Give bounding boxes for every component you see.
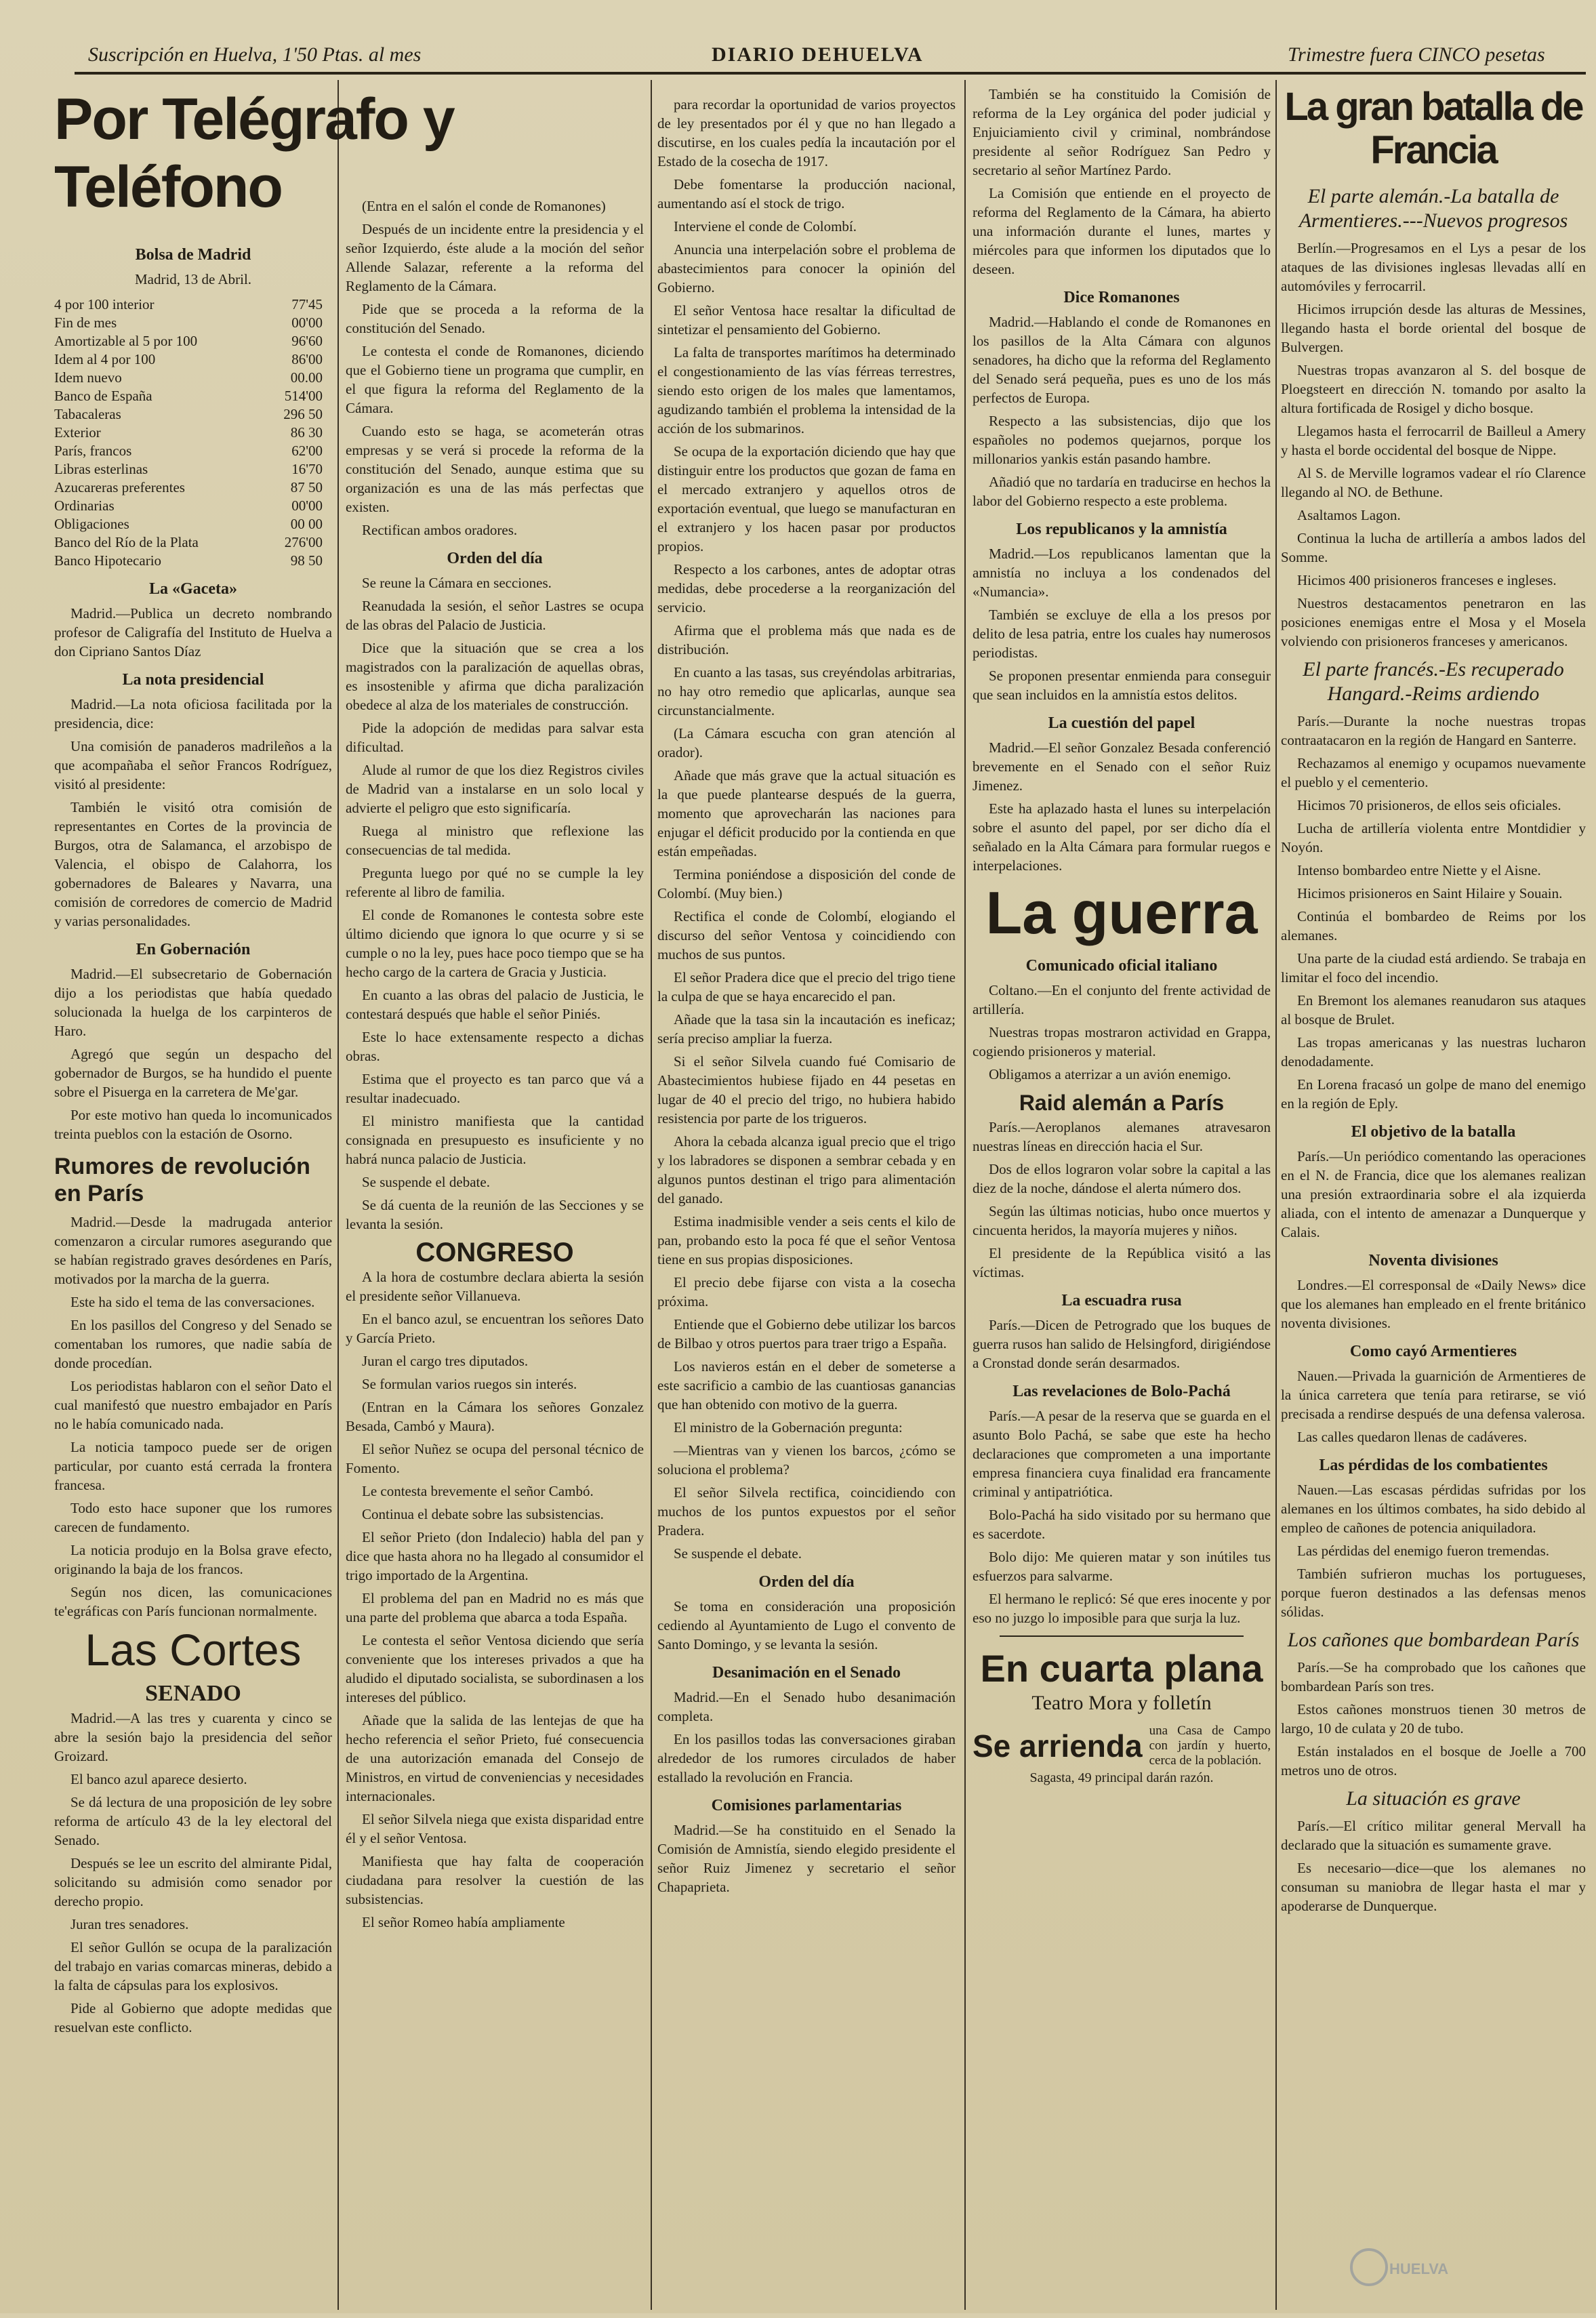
paragraph: Estos cañones monstruos tienen 30 metros de largo, 10 de culata y 20 de tubo.: [1281, 1701, 1586, 1736]
stock-value: 98 50: [290, 552, 323, 569]
armentieres-text: [1281, 1366, 1586, 1446]
paragraph: París.—Dicen de Petrogrado que los buques de guerra rusos han salido de Helsingford, dirigiéndose a Cronstad donde serán desarmados.: [973, 1317, 1271, 1371]
paragraph: También se ha constituido la Comisión de reforma de la Ley orgánica del poder judicial y Enjuiciamiento civil y criminal, nombrándose presidente al señor Rodríguez San Pedro y secretario al señor Martínez Pardo.: [973, 86, 1271, 178]
column-divider: [964, 80, 966, 2310]
paragraph: Termina poniéndose a disposición del conde de Colombí. (Muy bien.): [657, 866, 956, 901]
paragraph: El señor Gullón se ocupa de la paralización del trabajo en varias comarcas mineras, debido a la falta de cápsulas para los explosivos.: [54, 1939, 332, 1993]
stock-row: [54, 369, 332, 387]
stock-name: Idem al 4 por 100: [54, 351, 156, 367]
gobernacion-text: [54, 964, 332, 1143]
orden-text-2: [657, 1597, 956, 1654]
column-divider: [651, 80, 652, 2310]
stock-name: Idem nuevo: [54, 369, 122, 386]
ad-se-arrienda: [973, 1724, 1271, 1768]
senado-heading: SENADO: [145, 1681, 241, 1706]
paragraph: Cuando esto se haga, se acometerán otras empresas y se verá si procede la reforma de la constitución del Senado, aunque estima que su organización es una de las más perfectas que existen.: [346, 423, 644, 515]
stock-row: [54, 387, 332, 405]
paragraph: —Mientras van y vienen los barcos, ¿cómo se soluciona el problema?: [657, 1442, 956, 1478]
escuadra-heading: La escuadra rusa: [1061, 1292, 1182, 1309]
italiano-heading: Comunicado oficial italiano: [1025, 957, 1218, 975]
paragraph: Estima que el proyecto es tan parco que vá a resultar inadecuado.: [346, 1071, 644, 1106]
masthead-rule: [75, 72, 1586, 75]
paragraph: París.—Se ha comprobado que los cañones que bombardean París son tres.: [1281, 1659, 1586, 1694]
paragraph: Entiende que el Gobierno debe utilizar los barcos de Bilbao y otros puertos para traer trigo a España.: [657, 1316, 956, 1351]
paragraph: Dice que la situación que se crea a los magistrados con la paralización de aquellas obras, es insostenible y afirma que dicha paralización obedece al alza de los materiales de construcción.: [346, 640, 644, 713]
italiano-text: [973, 981, 1271, 1084]
stock-row: [54, 552, 332, 570]
subscription-note: Suscripción en Huelva, 1'50 Ptas. al mes: [88, 43, 422, 66]
paragraph: Añade que más grave que la actual situación es la que puede plantearse después de la guerra, momento que aprovecharán las naciones para enjugar el déficit producido por la contienda en que están empeñadas.: [657, 767, 956, 859]
stock-value: 96'60: [291, 333, 323, 349]
paragraph: París.—Un periódico comentando las operaciones en el N. de Francia, dice que los alemanes realizan una presión extraordinaria sobre el ala izquierda aliada, con el intento de amenazar a Dunquerque y Calais.: [1281, 1148, 1586, 1240]
paragraph: Juran el cargo tres diputados.: [362, 1353, 529, 1369]
paragraph: Ahora la cebada alcanza igual precio que el trigo y los labradores se disponen a sembrar cebada y en algunos puntos destinan el trigo para alimentación del ganado.: [657, 1133, 956, 1206]
objetivo-text: [1281, 1147, 1586, 1242]
paragraph: Madrid.—Hablando el conde de Romanones en los pasillos de la Alta Cámara con algunos senadores, ha dicho que la reforma del Reglamento del Senado será pequeña, pues es uno de los más perfectos de Europa.: [973, 314, 1271, 406]
congreso-continued-text: [657, 95, 956, 1563]
paragraph: Se ocupa de la exportación diciendo que hay que distinguir entre los productos que gozan de fama en el mercado extranjero y aquellos otros de exportación eventual, que luego se manufacturan en el extranjero y los hacen pasar por productos propios.: [657, 443, 956, 554]
stock-row: [54, 332, 332, 350]
paragraph: Se dá cuenta de la reunión de las Secciones y se levanta la sesión.: [346, 1197, 644, 1232]
newspaper-title: DIARIO DEHUELVA: [712, 43, 924, 66]
stock-row: [54, 460, 332, 479]
comisiones-text: [657, 1821, 956, 1896]
stamp-text: HUELVA: [1389, 2260, 1449, 2277]
paragraph: Llegamos hasta el ferrocarril de Bailleul a Amery y hasta el borde occidental del bosque de Nippe.: [1281, 423, 1586, 458]
paragraph: Están instalados en el bosque de Joelle a 700 metros uno de otros.: [1281, 1743, 1586, 1778]
paragraph: En Lorena fracasó un golpe de mano del enemigo en la región de Eply.: [1281, 1076, 1586, 1112]
paragraph: Una comisión de panaderos madrileños a la que acompañaba el señor Francos Rodríguez, visitó al presidente:: [54, 738, 332, 792]
orden-heading-2: Orden del día: [758, 1573, 855, 1591]
stock-name: París, francos: [54, 443, 132, 459]
stock-value: 86'00: [291, 351, 323, 367]
paragraph: Hicimos 70 prisioneros, de ellos seis oficiales.: [1297, 797, 1561, 813]
paragraph: Lucha de artillería violenta entre Montdidier y Noyón.: [1281, 820, 1586, 855]
ad-cuarta-plana: En cuarta plana: [980, 1647, 1263, 1690]
paragraph: Respecto a los carbones, antes de adoptar otras medidas, debe procederse a la reorganización del servicio.: [657, 561, 956, 615]
stock-name: Libras esterlinas: [54, 461, 148, 477]
paragraph: Coltano.—En el conjunto del frente actividad de artillería.: [973, 982, 1271, 1017]
paragraph: Continua la lucha de artillería a ambos lados del Somme.: [1281, 530, 1586, 565]
parte-frances-text: [1281, 712, 1586, 1113]
stock-name: 4 por 100 interior: [54, 296, 155, 312]
paragraph: El señor Romeo había ampliamente: [362, 1914, 565, 1930]
congreso-heading: CONGRESO: [415, 1238, 574, 1267]
library-stamp-logo: [1349, 2237, 1449, 2298]
gaceta-heading: La «Gaceta»: [149, 580, 237, 598]
paragraph: Se suspende el debate.: [674, 1545, 802, 1562]
papel-text: [973, 738, 1271, 875]
paragraph: Le contesta el señor Ventosa diciendo que sería conveniente que los intereses privados a que ha aludido el diputado socialista, se subordinasen a los intereses del público.: [346, 1632, 644, 1705]
raid-text: [973, 1118, 1271, 1282]
stock-row: [54, 442, 332, 460]
paragraph: Este lo hace extensamente respecto a dichas obras.: [346, 1029, 644, 1064]
paragraph: Es necesario—dice—que los alemanes no consuman su maniobra de llegar hasta el mar y apoderarse de Dunquerque.: [1281, 1860, 1586, 1914]
stock-row: [54, 515, 332, 533]
cortes-heading: Las Cortes: [85, 1625, 302, 1675]
paragraph: El banco azul aparece desierto.: [70, 1771, 247, 1787]
paragraph: París.—Durante la noche nuestras tropas contraatacaron en la región de Hangard en Santerre.: [1281, 713, 1586, 748]
canones-heading: Los cañones que bombardean París: [1287, 1629, 1580, 1651]
stock-row: [54, 350, 332, 369]
stock-name: Azucareras preferentes: [54, 479, 185, 495]
paragraph: Respecto a las subsistencias, dijo que los españoles no podemos quejarnos, porque los millonarios yankis están pasando hambre.: [973, 413, 1271, 467]
paragraph: Madrid.—La nota oficiosa facilitada por la presidencia, dice:: [54, 696, 332, 731]
paragraph: Bolo-Pachá ha sido visitado por su hermano que es sacerdote.: [973, 1507, 1271, 1542]
paragraph: Añadió que no tardaría en traducirse en hechos la labor del Gobierno respecto a este problema.: [973, 474, 1271, 509]
paragraph: Agregó que según un despacho del gobernador de Burgos, se ha hundido el puente sobre el Pisuerga en la carretera de Me'gar.: [54, 1046, 332, 1100]
paragraph: En cuanto a las obras del palacio de Justicia, le contestará después que hable el señor Piniés.: [346, 987, 644, 1022]
paragraph: Estima inadmisible vender a seis cents el kilo de pan, probando esto la poca fé que el señor Ventosa tiene en sus propias disposiciones.: [657, 1213, 956, 1267]
rumores-text: [54, 1213, 332, 1621]
nota-heading: La nota presidencial: [122, 671, 264, 689]
paragraph: En el banco azul, se encuentran los señores Dato y García Prieto.: [346, 1311, 644, 1346]
paragraph: En Bremont los alemanes reanudaron sus ataques al bosque de Brulet.: [1281, 992, 1586, 1028]
perdidas-heading: Las pérdidas de los combatientes: [1319, 1457, 1548, 1474]
paragraph: La noticia tampoco puede ser de origen particular, por cuanto está cerrada la frontera francesa.: [54, 1439, 332, 1493]
stock-name: Obligaciones: [54, 516, 129, 532]
stock-row: [54, 479, 332, 497]
comisiones-heading: Comisiones parlamentarias: [711, 1797, 902, 1814]
paragraph: La falta de transportes marítimos ha determinado el congestionamiento de las vías férreas terrestres, siendo esto origen de los males que lamentamos, agudizando también el problema la intensidad de la acción de los submarinos.: [657, 344, 956, 436]
paragraph: Este ha aplazado hasta el lunes su interpelación sobre el asunto del papel, por ser dicho día el señalado en la Alta Cámara para formular ruegos e interpelaciones.: [973, 800, 1271, 874]
paragraph: Rectifican ambos oradores.: [362, 522, 518, 538]
paragraph: También se excluye de ella a los presos por delito de lesa patria, entre los cuales hay numerosos periodistas.: [973, 607, 1271, 661]
paragraph: Nauen.—Privada la guarnición de Armentieres de la única carretera que tenía para retirarse, se vió precisada a rendirse después de una defensa valerosa.: [1281, 1368, 1586, 1422]
paragraph: Madrid.—A las tres y cuarenta y cinco se abre la sesión bajo la presidencia del señor Groizard.: [54, 1710, 332, 1764]
paragraph: En cuanto a las tasas, sus creyéndolas arbitrarias, no hay otro remedio que aplicarlas, aunque sea circunstancialmente.: [657, 664, 956, 718]
paragraph: Le contesta el conde de Romanones, diciendo que el Gobierno tiene un programa que cumplir, en el que figura la reforma del Reglamento de la Cámara.: [346, 343, 644, 416]
gobernacion-heading: En Gobernación: [136, 941, 251, 958]
parte-aleman-text: [1281, 239, 1586, 651]
paragraph: Las pérdidas del enemigo fueron tremendas.: [1297, 1543, 1550, 1559]
paragraph: Después se lee un escrito del almirante Pidal, solicitando su admisión como senador por derecho propio.: [54, 1855, 332, 1909]
paragraph: Juran tres senadores.: [70, 1916, 189, 1932]
paragraph: También sufrieron muchas los portugueses, porque fueron destinados a las defensas menos sólidas.: [1281, 1566, 1586, 1620]
orden-heading: Orden del día: [447, 550, 543, 567]
stock-list: [54, 296, 332, 570]
paragraph: Hicimos prisioneros en Saint Hilaire y Souain.: [1297, 885, 1563, 901]
paragraph: Se reune la Cámara en secciones.: [362, 575, 552, 591]
paragraph: El conde de Romanones le contesta sobre este último diciendo que ignora lo que ocurre y si se cumple o no la ley, pues hace poco tiempo que se ha hecho cargo de la cartera de Gracia y Justicia.: [346, 907, 644, 980]
republicanos-heading: Los republicanos y la amnistía: [1016, 521, 1227, 538]
paragraph: El ministro de la Gobernación pregunta:: [674, 1419, 903, 1436]
desanimacion-text: [657, 1688, 956, 1787]
paragraph: París.—El crítico militar general Mervall ha declarado que la situación es sumamente grave.: [1281, 1818, 1586, 1853]
paragraph: Según nos dicen, las comunicaciones te'egráficas con París funcionan normalmente.: [54, 1584, 332, 1619]
paragraph: Ruega al ministro que reflexione las consecuencias de tal medida.: [346, 823, 644, 858]
paragraph: Madrid.—En el Senado hubo desanimación completa.: [657, 1689, 956, 1724]
paragraph: Los navieros están en el deber de someterse a este sacrificio a cambio de las cuantiosas ganancias que han obtenido con motivo de la guerra.: [657, 1358, 956, 1412]
paragraph: El señor Ventosa hace resaltar la dificultad de sintetizar el pensamiento del Gobierno.: [657, 302, 956, 338]
paragraph: También le visitó otra comisión de representantes en Cortes de la provincia de Burgos, otra de Salamanca, el arzobispo de Valencia, el obispo de Calahorra, los gobernadores de Baleares y Navarra, una comisión de corredores de comercio de Madrid y varias personalidades.: [54, 799, 332, 929]
paragraph: A la hora de costumbre declara abierta la sesión el presidente señor Villanueva.: [346, 1269, 644, 1304]
paragraph: Debe fomentarse la producción nacional, aumentando así el stock de trigo.: [657, 176, 956, 211]
armentieres-heading: Como cayó Armentieres: [1349, 1343, 1517, 1360]
paragraph: Madrid.—El señor Gonzalez Besada conferenció brevemente en el Senado con el señor Ruiz Jimenez.: [973, 739, 1271, 794]
senado-text: [54, 1709, 332, 2037]
paragraph: Le contesta brevemente el señor Cambó.: [362, 1483, 594, 1499]
paragraph: El hermano le replicó: Sé que eres inocente y por eso no juzgo lo imposible para que surja la luz.: [973, 1591, 1271, 1626]
batalla-banner: La gran batalla de Francia: [1284, 85, 1582, 172]
ad-rule: [1000, 1635, 1244, 1637]
paragraph: Madrid.—Publica un decreto nombrando profesor de Caligrafía del Instituto de Huelva a don Cipriano Santos Díaz: [54, 605, 332, 659]
parte-frances-heading: El parte francés.-Es recuperado Hangard.-Reims ardiendo: [1303, 658, 1564, 705]
paragraph: En los pasillos todas las conversaciones giraban alrededor de los rumores circulados de haber estallado la revolución en Francia.: [657, 1731, 956, 1785]
paragraph: (La Cámara escucha con gran atención al orador).: [657, 725, 956, 760]
paragraph: Se proponen presentar enmienda para conseguir que sean incluidos en la amnistía estos delitos.: [973, 668, 1271, 703]
paragraph: Hicimos irrupción desde las alturas de Messines, llegando hasta el borde oriental del bosque de Bulvergen.: [1281, 301, 1586, 355]
paragraph: Nuestros destacamentos penetraron en las posiciones enemigas entre el Mosa y el Mosela volviendo con prisioneros franceses y americanos.: [1281, 595, 1586, 649]
republicanos-text: [973, 544, 1271, 704]
stock-value: 00 00: [290, 516, 323, 532]
stock-row: [54, 497, 332, 515]
column-2: [346, 197, 644, 2304]
paragraph: (Entran en la Cámara los señores Gonzalez Besada, Cambó y Maura).: [346, 1399, 644, 1434]
situacion-text: [1281, 1816, 1586, 1915]
paragraph: Afirma que el problema más que nada es de distribución.: [657, 622, 956, 657]
paragraph: Se toma en consideración una proposición cediendo al Ayuntamiento de Lugo el convento de Santo Domingo, y se levanta la sesión.: [657, 1598, 956, 1652]
raid-heading: Raid alemán a París: [1019, 1091, 1225, 1115]
paragraph: Rechazamos al enemigo y ocupamos nuevamente el pueblo y el cementerio.: [1281, 755, 1586, 790]
noventa-heading: Noventa divisiones: [1368, 1252, 1498, 1269]
paragraph: Nuestras tropas avanzaron al S. del bosque de Ploegsteert en dirección N. tomando por asalto la altura fortificada de Rosigel y dicho bosque.: [1281, 362, 1586, 416]
paragraph: Una parte de la ciudad está ardiendo. Se trabaja en limitar el foco del incendio.: [1281, 950, 1586, 985]
paragraph: El señor Nuñez se ocupa del personal técnico de Fomento.: [346, 1441, 644, 1476]
paragraph: Interviene el conde de Colombí.: [674, 218, 857, 235]
perdidas-text: [1281, 1480, 1586, 1621]
escuadra-text: [973, 1316, 1271, 1372]
paragraph: Madrid.—El subsecretario de Gobernación dijo a los periodistas que había quedado solucionada la huelga de los carpinteros de Haro.: [54, 966, 332, 1039]
romanones-heading: Dice Romanones: [1063, 289, 1180, 306]
paragraph: Madrid.—Se ha constituido en el Senado la Comisión de Amnistía, siendo elegido presidente el señor Ruiz Jimenez y secretario el señor Chapaprieta.: [657, 1822, 956, 1895]
masthead: [0, 39, 1596, 75]
stock-value: 514'00: [284, 388, 323, 404]
paragraph: El señor Silvela niega que exista disparidad entre él y el señor Ventosa.: [346, 1811, 644, 1846]
stock-value: 86 30: [290, 424, 323, 441]
stock-row: [54, 314, 332, 332]
column-5: [1281, 80, 1586, 2303]
paragraph: Berlín.—Progresamos en el Lys a pesar de los ataques de las divisiones inglesas llevadas allí en automóviles y ferrocarril.: [1281, 240, 1586, 294]
stock-name: Banco Hipotecario: [54, 552, 162, 569]
paragraph: Pide la adopción de medidas para salvar esta dificultad.: [346, 720, 644, 755]
paragraph: Los periodistas hablaron con el señor Dato el cual manifestó que nuestro embajador en París no le había comunicado nada.: [54, 1378, 332, 1432]
rumores-heading: Rumores de revolución en París: [54, 1154, 310, 1206]
paragraph: Continua el debate sobre las subsistencias.: [362, 1506, 604, 1522]
stock-name: Banco del Río de la Plata: [54, 534, 199, 550]
stock-value: 62'00: [291, 443, 323, 459]
desanimacion-heading: Desanimación en el Senado: [712, 1664, 901, 1682]
bolo-heading: Las revelaciones de Bolo-Pachá: [1012, 1383, 1231, 1400]
paragraph: Añade que la tasa sin la incautación es ineficaz; sería preciso ampliar la fuerza.: [657, 1011, 956, 1046]
paragraph: El ministro manifiesta que la cantidad consignada en presupuesto es insuficiente y no habrá nunca palacio de Justicia.: [346, 1113, 644, 1167]
stock-value: 00'00: [291, 497, 323, 514]
column-3: [657, 95, 956, 2318]
situacion-heading: La situación es grave: [1346, 1787, 1521, 1810]
paragraph: Rectifica el conde de Colombí, elogiando el discurso del señor Ventosa y coincidiendo con muchos de sus puntos.: [657, 908, 956, 962]
paragraph: Asaltamos Lagon.: [1297, 507, 1401, 523]
stock-name: Tabacaleras: [54, 406, 121, 422]
column-divider: [337, 80, 339, 2310]
noventa-text: [1281, 1276, 1586, 1333]
paragraph: Obligamos a aterrizar a un avión enemigo.: [989, 1066, 1231, 1082]
paragraph: Madrid.—Los republicanos lamentan que la amnistía no incluya a los condenados del «Numancia».: [973, 546, 1271, 600]
stock-name: Exterior: [54, 424, 101, 441]
paragraph: Alude al rumor de que los diez Registros civiles de Madrid van a instalarse en un solo local y advierte el peligro que esto significaría.: [346, 762, 644, 816]
stock-name: Banco de España: [54, 388, 152, 404]
paragraph: Pide que se proceda a la reforma de la constitución del Senado.: [346, 301, 644, 336]
paragraph: La Comisión que entiende en el proyecto de reforma del Reglamento de la Cámara, ha abierto una información durante el lunes, martes y miércoles para que informen los diputados que lo deseen.: [973, 185, 1271, 277]
bolo-text: [973, 1406, 1271, 1627]
stock-value: 00.00: [290, 369, 323, 386]
ad-arrienda-address: Sagasta, 49 principal darán razón.: [1029, 1770, 1214, 1785]
senado-continued-text: [346, 197, 644, 540]
column-4: [973, 85, 1271, 2308]
paragraph: Por este motivo han queda lo incomunicados treinta pueblos con la estación de Osorno.: [54, 1107, 332, 1142]
bolsa-heading: Bolsa de Madrid: [135, 246, 251, 264]
papel-heading: La cuestión del papel: [1048, 714, 1195, 732]
paragraph: El señor Silvela rectifica, coincidiendo con muchos de los puntos expuestos por el señor Pradera.: [657, 1484, 956, 1539]
paragraph: Londres.—El corresponsal de «Daily News» dice que los alemanes han empleado en el frente británico noventa divisiones.: [1281, 1277, 1586, 1331]
paragraph: París.—Aeroplanos alemanes atravesaron nuestras líneas en dirección hacia el Sur.: [973, 1119, 1271, 1154]
stock-row: [54, 424, 332, 442]
paragraph: El señor Pradera dice que el precio del trigo tiene la culpa de que se haya encarecido el pan.: [657, 969, 956, 1004]
paragraph: Se dá lectura de una proposición de ley sobre reforma de artículo 43 de la ley electoral del Senado.: [54, 1794, 332, 1848]
paragraph: Reanudada la sesión, el señor Lastres se ocupa de las obras del Palacio de Justicia.: [346, 598, 644, 633]
stock-value: 00'00: [291, 314, 323, 331]
objetivo-heading: El objetivo de la batalla: [1351, 1123, 1516, 1141]
gaceta-text: [54, 604, 332, 661]
romanones-text: [973, 312, 1271, 510]
paragraph: (Entra en el salón el conde de Romanones): [362, 198, 606, 214]
paragraph: Las tropas americanas y las nuestras lucharon denodadamente.: [1281, 1034, 1586, 1070]
paragraph: El precio debe fijarse con vista a la cosecha próxima.: [657, 1274, 956, 1309]
paragraph: Según las últimas noticias, hubo once muertos y cincuenta heridos, la mayoría mujeres y niños.: [973, 1203, 1271, 1238]
paragraph: La noticia produjo en la Bolsa grave efecto, originando la baja de los francos.: [54, 1542, 332, 1577]
paragraph: Las calles quedaron llenas de cadáveres.: [1297, 1429, 1528, 1445]
stock-name: Amortizable al 5 por 100: [54, 333, 198, 349]
stock-row: [54, 533, 332, 552]
paragraph: Nauen.—Las escasas pérdidas sufridas por los alemanes en los últimos combates, ha sido debido al empleo de cañones de potencia aniquiladora.: [1281, 1482, 1586, 1536]
paragraph: Añade que la salida de las lentejas de que ha hecho referencia el señor Prieto, fué consecuencia de una autorización emanada del Consejo de Ministros, en virtud de conveniencias y necesidades internacionales.: [346, 1712, 644, 1804]
comisiones-continued-text: [973, 85, 1271, 279]
paragraph: Pregunta luego por qué no se cumple la ley referente al libro de familia.: [346, 865, 644, 900]
paragraph: El señor Prieto (don Indalecio) habla del pan y dice que hasta ahora no ha llegado al consumidor el trigo importado de la Argentina.: [346, 1529, 644, 1583]
ad-teatro-mora: Teatro Mora y folletín: [1031, 1692, 1212, 1714]
guerra-heading: La guerra: [985, 879, 1258, 946]
paragraph: Manifiesta que hay falta de cooperación ciudadana para resolver la cuestión de las subsistencias.: [346, 1853, 644, 1907]
paragraph: Bolo dijo: Me quieren matar y son inútiles tus esfuerzos para salvarme.: [973, 1549, 1271, 1584]
section-banner-telegrafo: Por Telégrafo y Teléfono: [54, 87, 454, 220]
stock-value: 77'45: [291, 296, 323, 312]
parte-aleman-heading: El parte alemán.-La batalla de Armentieres.---Nuevos progresos: [1298, 185, 1568, 232]
paragraph: El problema del pan en Madrid no es más que una parte del problema que abarca a toda España.: [346, 1590, 644, 1625]
stock-value: 296 50: [283, 406, 323, 422]
congreso-text: [346, 1267, 644, 1932]
orden-text: [346, 573, 644, 1234]
stock-row: [54, 296, 332, 314]
paragraph: Todo esto hace suponer que los rumores carecen de fundamento.: [54, 1500, 332, 1535]
paragraph: Hicimos 400 prisioneros franceses e ingleses.: [1297, 572, 1557, 588]
stock-row: [54, 405, 332, 424]
ad-arrienda-text: una Casa de Campo con jardín y huerto, cerca de la población.: [1149, 1724, 1271, 1768]
paragraph: El presidente de la República visitó a las víctimas.: [973, 1245, 1271, 1280]
paragraph: Continúa el bombardeo de Reims por los alemanes.: [1281, 908, 1586, 943]
paragraph: Se suspende el debate.: [362, 1174, 490, 1190]
nota-text: [54, 695, 332, 931]
paragraph: Este ha sido el tema de las conversaciones.: [70, 1294, 315, 1310]
trimestre-note: Trimestre fuera CINCO pesetas: [1288, 43, 1545, 66]
stock-value: 87 50: [290, 479, 323, 495]
paragraph: Si el señor Silvela cuando fué Comisario de Abastecimientos hubiese fijado en 44 pesetas en lugar de 40 el precio del trigo, no hubiera habido resistencia por parte de los trigueros.: [657, 1053, 956, 1126]
paragraph: Madrid.—Desde la madrugada anterior comenzaron a circular rumores asegurando que se habían registrado graves desórdenes en París, motivados por la marcha de la guerra.: [54, 1214, 332, 1287]
paragraph: Dos de ellos lograron volar sobre la capital a las diez de la noche, dándose el alerta número dos.: [973, 1161, 1271, 1196]
paragraph: Al S. de Merville logramos vadear el río Clarence llegando al NO. de Bethune.: [1281, 465, 1586, 500]
paragraph: Después de un incidente entre la presidencia y el señor Izquierdo, éste alude a la moción del señor Allende Salazar, referente a la reforma del Reglamento de la Cámara.: [346, 221, 644, 294]
paragraph: Anuncia una interpelación sobre el problema de abastecimientos para conocer la opinión del Gobierno.: [657, 241, 956, 296]
stock-value: 16'70: [291, 461, 323, 477]
bolsa-dateline: Madrid, 13 de Abril.: [134, 271, 252, 287]
paragraph: Intenso bombardeo entre Niette y el Aisne.: [1297, 862, 1541, 878]
ad-arrienda-title: Se arrienda: [973, 1728, 1143, 1764]
paragraph: Nuestras tropas mostraron actividad en Grappa, cogiendo prisioneros y material.: [973, 1024, 1271, 1059]
paragraph: para recordar la oportunidad de varios proyectos de ley presentados por él y que no han llegado a discutirse, en los cuales pedía la incautación por el Estado de la cosecha de 1917.: [657, 96, 956, 169]
column-divider: [1275, 80, 1277, 2310]
paragraph: Pide al Gobierno que adopte medidas que resuelvan este conflicto.: [54, 2000, 332, 2035]
stock-name: Fin de mes: [54, 314, 117, 331]
stock-value: 276'00: [284, 534, 323, 550]
canones-text: [1281, 1658, 1586, 1780]
paragraph: Se formulan varios ruegos sin interés.: [362, 1376, 577, 1392]
paragraph: París.—A pesar de la reserva que se guarda en el asunto Bolo Pachá, se sabe que este ha hecho declaraciones que comprometen a una importante empresa financiera cuya finalidad era francamente criminal y antipatriótica.: [973, 1408, 1271, 1500]
stock-name: Ordinarias: [54, 497, 115, 514]
paragraph: En los pasillos del Congreso y del Senado se comentaban los rumores, que nadie sabía de donde procedían.: [54, 1317, 332, 1371]
